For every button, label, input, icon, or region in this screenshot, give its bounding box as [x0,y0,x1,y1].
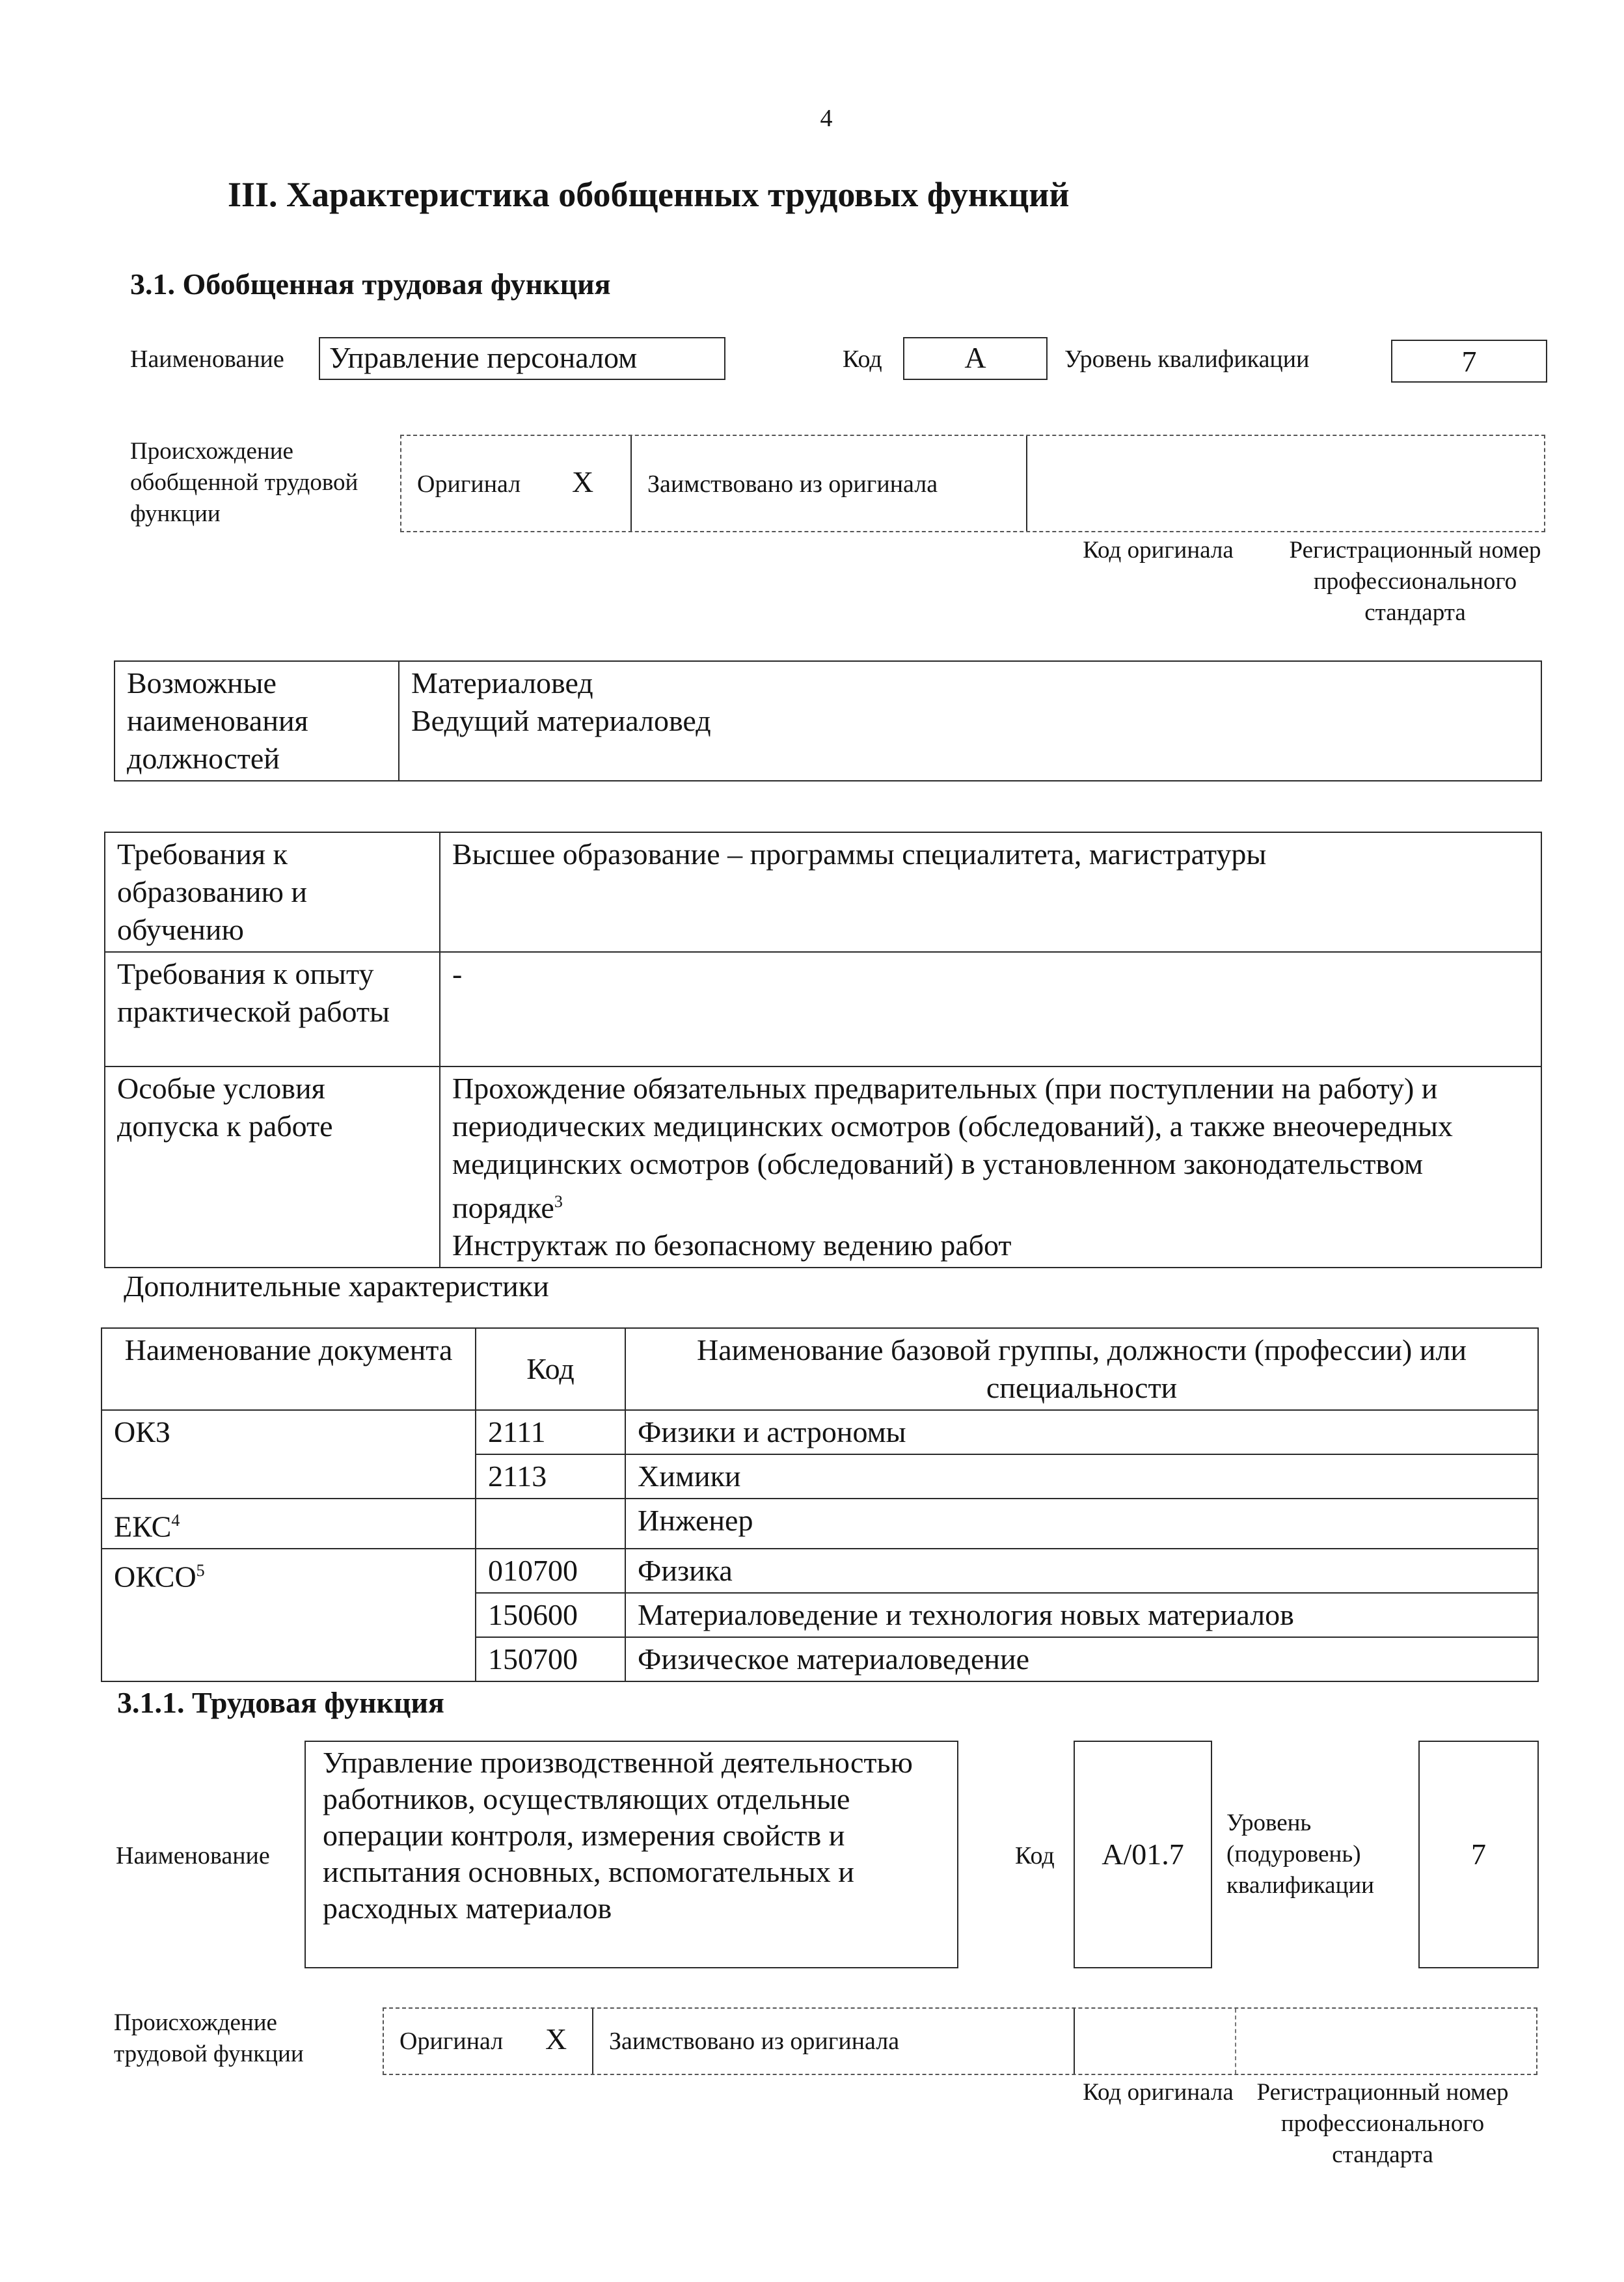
name-cell: Инженер [625,1499,1538,1549]
req-education-label: Требования к образованию и обучению [105,832,440,952]
doc-cell [102,1410,476,1499]
tf-name-label: Наименование [116,1842,270,1869]
positions-label: Возможные наименования должностей [115,661,399,781]
additional-title: Дополнительные характеристики [124,1270,549,1303]
page-number: 4 [820,105,833,132]
doc-name: ЕКС [114,1510,172,1543]
positions-values [399,661,1541,781]
requirements-table [104,832,1542,1268]
doc-cell [102,1549,476,1681]
gtf-code-label: Код [843,346,882,373]
code-cell: 150700 [476,1637,625,1681]
doc-cell [102,1499,476,1549]
tf-reg-number-caption: Регистрационный номер профессионального стандарта [1256,2079,1509,2168]
code-cell: 2111 [476,1410,625,1454]
gtf-code-value: А [903,337,1048,380]
tf-name-value: Управление производственной деятельностью работников, осуществляющих отдельные операции контроля, измерения свойств и испытания основных, вспомогательных и расходных материалов [304,1741,958,1968]
code-cell [476,1499,625,1549]
gtf-code-original-caption: Код оригинала [1083,537,1234,564]
name-cell: Материаловедение и технология новых материалов [625,1593,1538,1637]
req-conditions-text: Прохождение обязательных предварительных (при поступлении на работу) и периодических медицинских осмотров (обследований), а также внеочередных медицинских осмотров (обследований) в установленном законодательством порядке [452,1072,1453,1225]
gtf-level-label: Уровень квалификации [1064,346,1310,373]
tf-code-value: А/01.7 [1074,1741,1212,1968]
footnote-ref: 5 [196,1561,205,1581]
gtf-name-label: Наименование [130,346,284,373]
gtf-origin-label: Происхождение обобщенной трудовой функции [130,438,359,527]
req-education-value: Высшее образование – программы специалитета, магистратуры [440,832,1541,952]
code-cell: 2113 [476,1454,625,1499]
tf-code-original-caption: Код оригинала [1083,2079,1234,2106]
code-cell: 010700 [476,1549,625,1593]
tf-origin-box [383,2007,1537,2075]
position-item: Материаловед [411,666,593,700]
req-conditions-value [440,1066,1541,1268]
gtf-heading: 3.1. Обобщенная трудовая функция [130,267,611,301]
tf-code-label: Код [1015,1842,1055,1869]
name-cell: Химики [625,1454,1538,1499]
section-title: III. Характеристика обобщенных трудовых функций [228,175,1070,214]
gtf-borrowed-label: Заимствовано из оригинала [647,470,938,498]
gtf-original-mark: X [572,465,594,498]
req-conditions-label: Особые условия допуска к работе [105,1066,440,1268]
tf-level-value: 7 [1418,1741,1539,1968]
gtf-origin-box [400,435,1545,532]
req-conditions-extra: Инструктаж по безопасному ведению работ [452,1229,1012,1262]
header-code: Код [476,1328,625,1410]
code-cell: 150600 [476,1593,625,1637]
header-name: Наименование базовой группы, должности (профессии) или специальности [625,1328,1538,1410]
position-item: Ведущий материаловед [411,704,711,737]
name-cell: Физики и астрономы [625,1410,1538,1454]
tf-original-label: Оригинал [399,2028,504,2055]
gtf-name-value: Управление персоналом [319,337,725,380]
req-experience-value: - [440,952,1541,1066]
positions-table [114,660,1542,781]
gtf-reg-number-caption: Регистрационный номер профессионального стандарта [1289,537,1541,626]
header-doc: Наименование документа [102,1328,476,1410]
footnote-ref: 3 [554,1192,563,1211]
gtf-level-value: 7 [1391,340,1547,383]
tf-heading: 3.1.1. Трудовая функция [117,1686,444,1719]
doc-name: ОКЗ [114,1415,170,1448]
footnote-ref: 4 [171,1511,180,1530]
additional-table [101,1327,1539,1682]
tf-original-mark: X [545,2022,567,2056]
name-cell: Физика [625,1549,1538,1593]
name-cell: Физическое материаловедение [625,1637,1538,1681]
tf-origin-label: Происхождение трудовой функции [114,2009,304,2067]
doc-name: ОКСО [114,1560,196,1594]
tf-borrowed-label: Заимствовано из оригинала [609,2028,900,2055]
gtf-original-label: Оригинал [417,470,521,498]
req-experience-label: Требования к опыту практической работы [105,952,440,1066]
tf-level-label: Уровень (подуровень) квалификации [1226,1810,1374,1899]
